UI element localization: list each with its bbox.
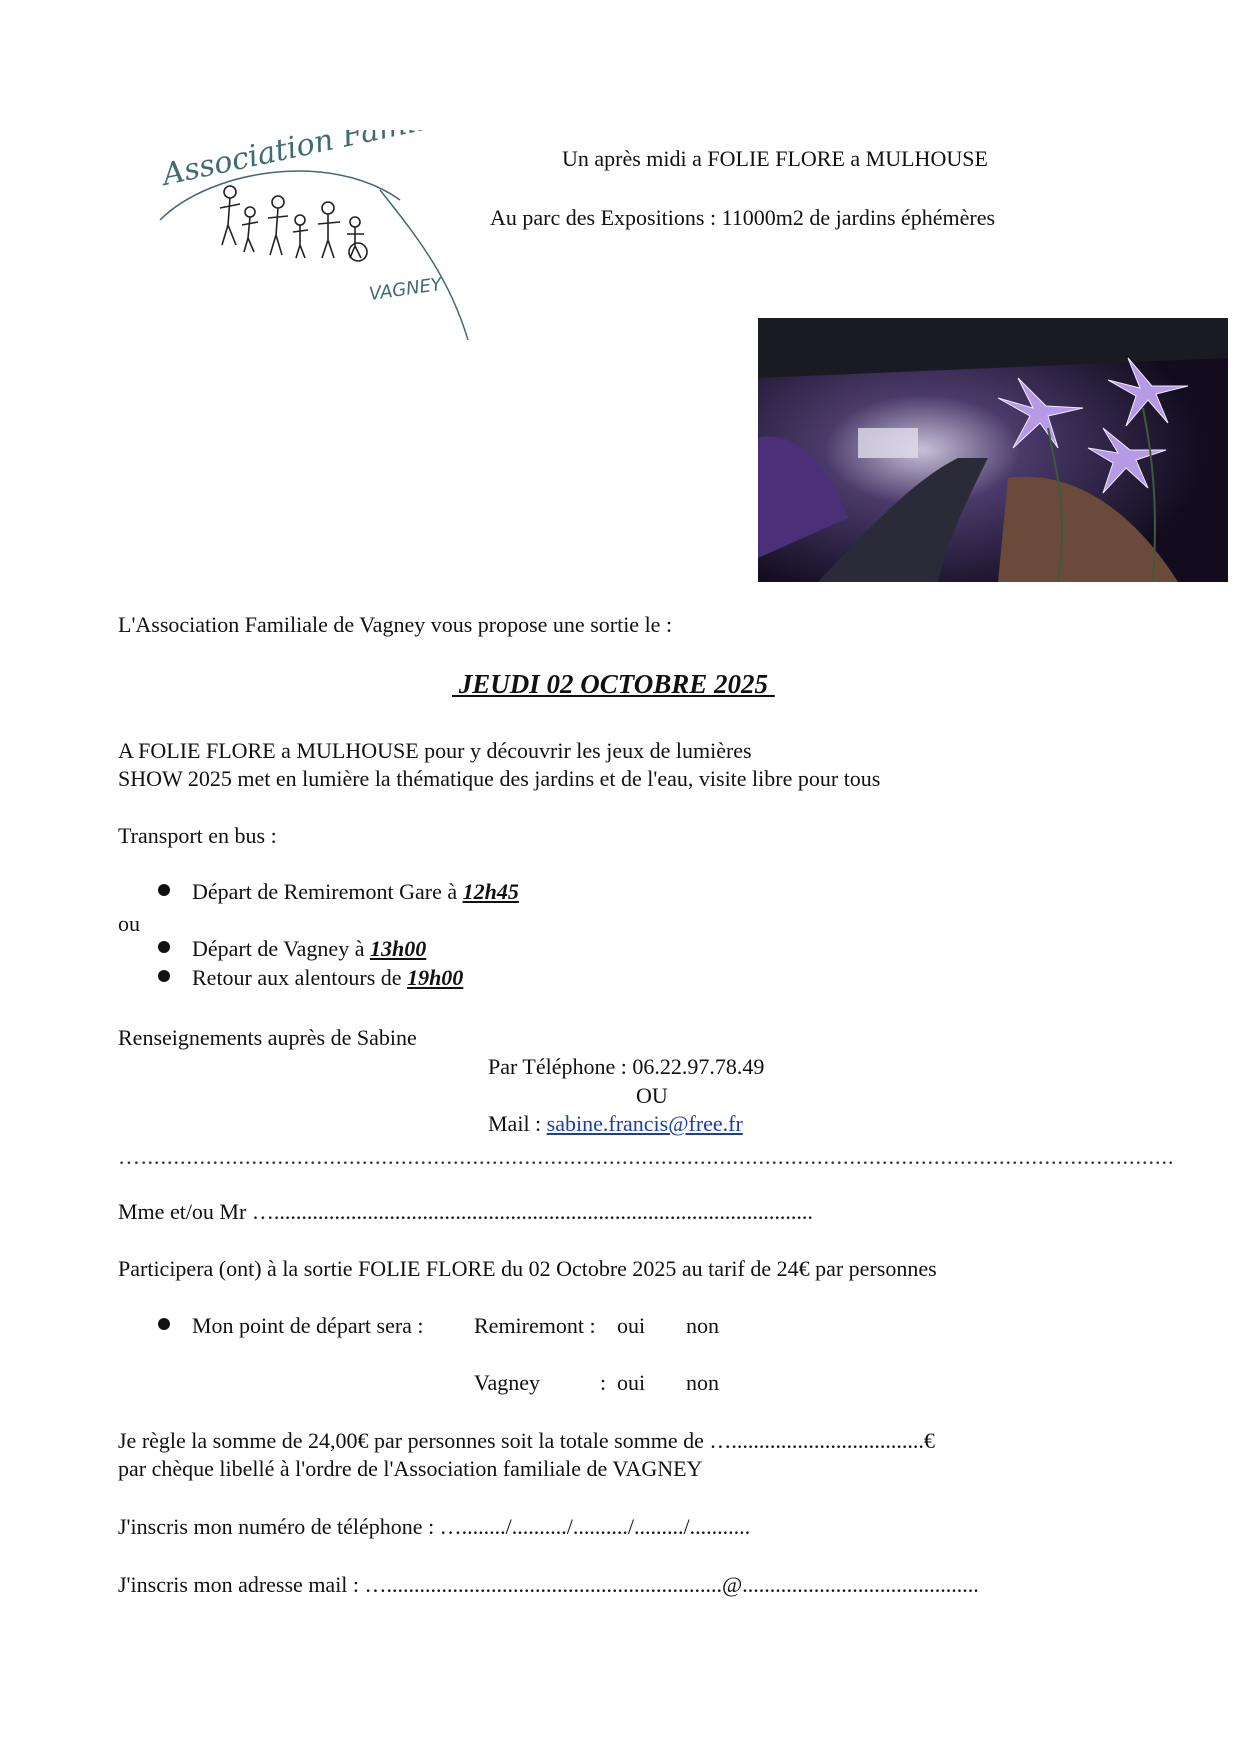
logo-title: Association Familiale — [159, 130, 480, 193]
contact-or: OU — [636, 1083, 668, 1108]
mail-link[interactable]: sabine.francis@free.fr — [546, 1111, 743, 1136]
transport-item-return: Retour aux alentours de 19h00 — [192, 965, 464, 990]
description-line-2: SHOW 2025 met en lumière la thématique des jardins et de l'eau, visite libre pour tous — [118, 766, 881, 791]
option-vagney-oui: oui — [617, 1370, 646, 1395]
option-vagney-label: Vagney — [474, 1370, 540, 1395]
header-line-1: Un après midi a FOLIE FLORE a MULHOUSE — [562, 146, 988, 171]
bullet-icon — [158, 884, 170, 896]
contact-phone: Par Téléphone : 06.22.97.78.49 — [488, 1054, 765, 1079]
transport-label: Transport en bus : — [118, 823, 277, 848]
departure-label: Mon point de départ sera : — [192, 1313, 424, 1338]
family-figures-icon — [220, 186, 367, 261]
bullet-icon — [158, 970, 170, 982]
contact-label: Renseignements auprès de Sabine — [118, 1025, 417, 1050]
option-vagney-colon: : — [600, 1370, 607, 1395]
description-line-1: A FOLIE FLORE a MULHOUSE pour y découvrir les jeux de lumières — [118, 738, 752, 763]
option-vagney-non: non — [686, 1370, 719, 1395]
option-remiremont-non: non — [686, 1313, 719, 1338]
association-logo — [150, 130, 480, 340]
transport-item-remiremont: Départ de Remiremont Gare à 12h45 — [192, 879, 519, 904]
form-email-field: J'inscris mon adresse mail : ….............................................................@........................................... — [118, 1572, 979, 1597]
option-remiremont-oui: oui — [617, 1313, 646, 1338]
bullet-icon — [158, 941, 170, 953]
form-participation: Participera (ont) à la sortie FOLIE FLORE du 02 Octobre 2025 au tarif de 24€ par personnes — [118, 1256, 937, 1281]
intro-text: L'Association Familiale de Vagney vous propose une sortie le : — [118, 612, 673, 637]
contact-mail: Mail : sabine.francis@free.fr — [488, 1111, 743, 1136]
logo-place: VAGNEY — [367, 273, 444, 305]
form-phone-field: J'inscris mon numéro de téléphone : …......../........../........../........./........... — [118, 1514, 751, 1539]
bullet-icon — [158, 1318, 170, 1330]
form-name-field: Mme et/ou Mr ….................................................................................................. — [118, 1199, 813, 1224]
header-line-2: Au parc des Expositions : 11000m2 de jardins éphémères — [490, 205, 996, 230]
folie-flore-photo — [758, 318, 1228, 582]
payment-line-1: Je règle la somme de 24,00€ par personnes soit la totale somme de …...................................€ — [118, 1428, 935, 1453]
transport-or: ou — [118, 911, 140, 936]
payment-line-2: par chèque libellé à l'ordre de l'Association familiale de VAGNEY — [118, 1456, 703, 1481]
transport-item-vagney: Départ de Vagney à 13h00 — [192, 936, 427, 961]
event-date: JEUDI 02 OCTOBRE 2025 — [452, 669, 775, 699]
option-remiremont-label: Remiremont : — [474, 1313, 596, 1338]
cut-separator: …............................................................................................................................................................... — [118, 1144, 1175, 1169]
